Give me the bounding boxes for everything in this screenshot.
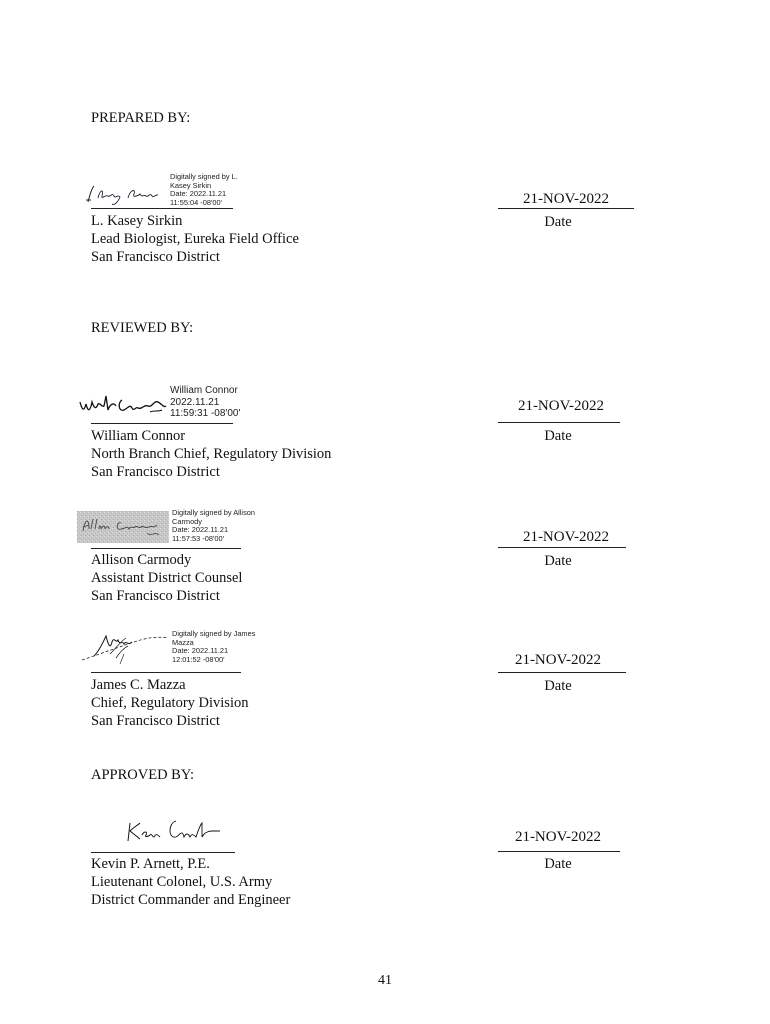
date-line [498,672,626,673]
date-label: Date [544,214,572,230]
signature-line [91,548,241,549]
signer-name: William Connor [91,428,186,444]
signature-carmody [77,511,169,543]
signature-arnett [124,815,224,845]
signer-info [91,676,248,730]
signer-info [91,212,299,266]
signer-title: Assistant District Counsel [91,570,243,586]
signer-office: San Francisco District [91,713,220,729]
prepared-by-heading: PREPARED BY: [91,110,191,126]
date-value: 21-NOV-2022 [514,829,602,845]
signature-line [91,852,235,853]
date-value: 21-NOV-2022 [517,398,605,414]
signer-name: Kevin P. Arnett, P.E. [91,856,210,872]
digital-signature-block: Digitally signed by James Mazza Date: 2022.11.21 12:01:52 -08'00' [172,629,256,664]
date-value: 21-NOV-2022 [522,191,610,207]
date-label: Date [544,553,572,569]
signature-line [91,423,233,424]
signature-mazza [80,630,172,668]
date-line [498,208,634,209]
date-line [498,851,620,852]
date-label: Date [544,678,572,694]
date-label: Date [544,856,572,872]
signer-office: San Francisco District [91,588,220,604]
signer-info [91,551,242,605]
signer-title: Lieutenant Colonel, U.S. Army [91,874,273,890]
signature-sirkin [82,180,172,208]
date-value: 21-NOV-2022 [522,529,610,545]
signer-office: District Commander and Engineer [91,892,291,908]
signer-info [91,427,331,481]
digital-signature-block: William Connor 2022.11.21 11:59:31 -08'00' [170,385,241,420]
approved-by-heading: APPROVED BY: [91,767,195,783]
signer-office: San Francisco District [91,249,220,265]
signer-name: James C. Mazza [91,677,186,693]
date-value: 21-NOV-2022 [514,652,602,668]
digital-signature-block: Digitally signed by Allison Carmody Date: 2022.11.21 11:57:53 -08'00' [172,508,255,543]
signer-title: North Branch Chief, Regulatory Division [91,446,332,462]
signer-name: Allison Carmody [91,552,192,568]
signer-title: Chief, Regulatory Division [91,695,249,711]
signer-office: San Francisco District [91,464,220,480]
signer-info [91,855,290,909]
reviewed-by-heading: REVIEWED BY: [91,320,194,336]
signer-title: Lead Biologist, Eureka Field Office [91,231,299,247]
signature-connor [78,390,170,422]
signature-line [91,208,233,209]
date-label: Date [544,428,572,444]
digital-signature-block: Digitally signed by L. Kasey Sirkin Date: 2022.11.21 11:55:04 -08'00' [170,172,238,207]
date-line [498,422,620,423]
signature-line [91,672,241,673]
page-number: 41 [378,973,392,988]
signer-name: L. Kasey Sirkin [91,213,183,229]
date-line [498,547,626,548]
